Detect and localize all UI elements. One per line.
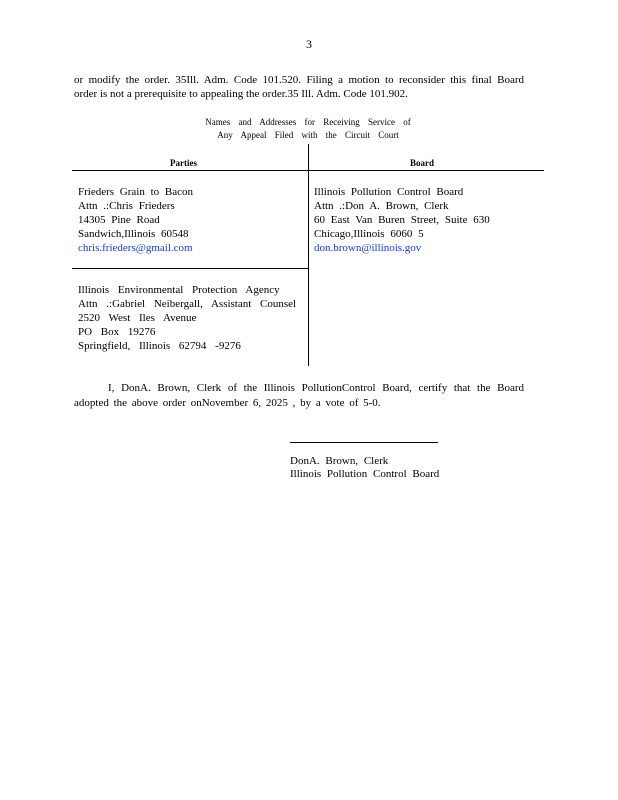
party-1-line-2: Attn .:Chris Frieders xyxy=(78,200,175,212)
column-header-parties: Parties xyxy=(170,158,197,168)
certification-line-1: I, DonA. Brown, Clerk of the Illinois PollutionControl Board, certify that the Board xyxy=(108,382,524,394)
signature-block xyxy=(290,455,439,481)
board-address xyxy=(314,185,490,255)
intro-line-2: order is not a prerequisite to appealing the order.35 Ill. Adm. Code 101.902. xyxy=(74,88,408,100)
service-heading-line-1: Names and Addresses for Receiving Service of xyxy=(205,117,411,127)
signature-name: DonA. Brown, Clerk xyxy=(290,455,389,467)
service-heading-line-2: Any Appeal Filed with the Circuit Court xyxy=(217,130,399,140)
signature-org: Illinois Pollution Control Board xyxy=(290,468,440,480)
board-line-3: 60 East Van Buren Street, Suite 630 xyxy=(314,214,490,226)
party-1-line-4: Sandwich,Illinois 60548 xyxy=(78,228,189,240)
page-number: 3 xyxy=(306,37,312,51)
signature-line xyxy=(290,442,438,443)
party-2-line-2: Attn .:Gabriel Neibergall, Assistant Counsel xyxy=(78,298,297,310)
intro-line-1: or modify the order. 35Ill. Adm. Code 101.520. Filing a motion to reconsider this final Board xyxy=(74,74,524,86)
party-address-2 xyxy=(78,283,296,353)
party-1-line-1: Frieders Grain to Bacon xyxy=(78,186,193,198)
table-column-divider xyxy=(308,144,309,366)
board-email-link[interactable]: don.brown@illinois.gov xyxy=(314,242,422,254)
parties-row-divider xyxy=(72,268,308,269)
party-2-line-3: 2520 West Iles Avenue xyxy=(78,312,197,324)
board-line-4: Chicago,Illinois 6060 5 xyxy=(314,228,424,240)
certification-paragraph xyxy=(74,381,524,411)
service-heading xyxy=(190,116,426,142)
intro-paragraph xyxy=(74,73,524,101)
party-1-email-link[interactable]: chris.frieders@gmail.com xyxy=(78,242,193,254)
party-address-1 xyxy=(78,185,193,255)
party-2-line-1: Illinois Environmental Protection Agency xyxy=(78,284,280,296)
board-line-2: Attn .:Don A. Brown, Clerk xyxy=(314,200,449,212)
party-2-line-4: PO Box 19276 xyxy=(78,326,156,338)
board-line-1: Illinois Pollution Control Board xyxy=(314,186,464,198)
party-2-line-5: Springfield, Illinois 62794 -9276 xyxy=(78,340,241,352)
certification-line-2: adopted the above order onNovember 6, 2025 , by a vote of 5-0. xyxy=(74,397,381,409)
column-header-board: Board xyxy=(410,158,435,168)
party-1-line-3: 14305 Pine Road xyxy=(78,214,160,226)
